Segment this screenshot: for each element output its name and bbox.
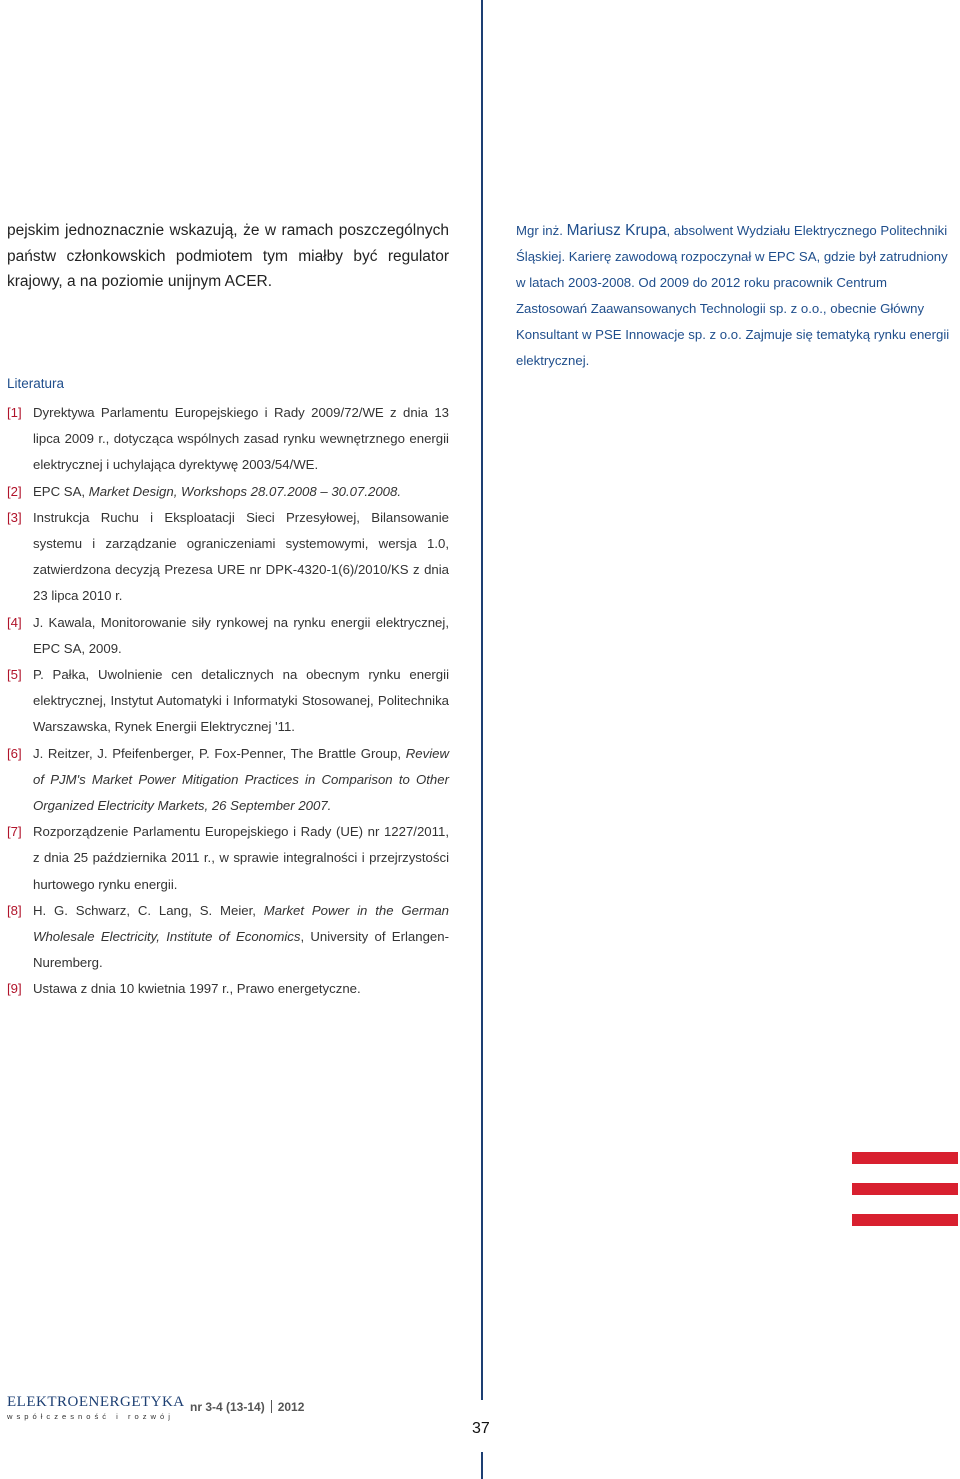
reference-text: Instrukcja Ruchu i Eksploatacji Sieci Przesyłowej, Bilansowanie systemu i zarządzanie ograniczeniami systemowymi, wersja 1.0, zatwierdzona decyzją Prezesa URE nr DPK-4320-1(6)/2010/KS z dnia 23 lipca 2010 r. <box>33 509 449 604</box>
author-bio-text: , absolwent Wydziału Elektrycznego Politechniki Śląskiej. Karierę zawodową rozpoczynał w EPC SA, gdzie był zatrudniony w latach 2003-2008. Od 2009 do 2012 roku pracownik Centrum Zastosowań Zaawansowanych Technologii sp. z o.o., obecnie Główny Konsultant w PSE Innowacje sp. z o.o. Zajmuje się tematyką rynku energii elektrycznej. <box>516 223 950 368</box>
reference-list <box>7 400 449 1003</box>
literature-heading: Literatura <box>7 376 65 391</box>
reference-item <box>7 662 449 741</box>
reference-text <box>33 741 449 820</box>
reference-text: Rozporządzenie Parlamentu Europejskiego i Rady (UE) nr 1227/2011, z dnia 25 października 2011 r., w sprawie integralności i przejrzystości hurtowego rynku energii. <box>33 824 449 892</box>
reference-text: Dyrektywa Parlamentu Europejskiego i Rady 2009/72/WE z dnia 13 lipca 2009 r., dotycząca wspólnych zasad rynku wewnętrznego energii elektrycznej i uchylająca dyrektywę 2003/54/WE. <box>33 405 449 473</box>
reference-text-part: EPC SA, <box>33 483 89 499</box>
reference-text-part: , University of Erlangen-Nuremberg. <box>33 929 449 971</box>
reference-text-part: H. G. Schwarz, C. Lang, S. Meier, <box>33 902 264 918</box>
reference-item <box>7 505 449 610</box>
reference-text: Ustawa z dnia 10 kwietnia 1997 r., Prawo energetyczne. <box>33 981 361 997</box>
column-divider-footer <box>481 1452 483 1479</box>
issue-number: nr 3-4 (13-14) <box>190 1400 265 1414</box>
reference-item <box>7 400 449 479</box>
author-bio <box>516 218 958 374</box>
reference-text: J. Kawala, Monitorowanie siły rynkowej na rynku energii elektrycznej, EPC SA, 2009. <box>33 614 449 656</box>
logo-title: ELEKTROENERGETYKA <box>7 1394 185 1410</box>
page-number: 37 <box>472 1420 490 1437</box>
reference-number: [8] <box>7 902 22 918</box>
issue-info <box>190 1400 304 1414</box>
column-divider <box>481 0 483 1400</box>
reference-text <box>33 898 449 977</box>
reference-number: [4] <box>7 614 22 630</box>
reference-item <box>7 898 449 977</box>
decorative-stripes <box>852 1152 958 1245</box>
reference-item <box>7 819 449 898</box>
red-stripe <box>852 1183 958 1195</box>
reference-number: [2] <box>7 483 22 499</box>
reference-item <box>7 741 449 820</box>
reference-title: Market Design, Workshops 28.07.2008 – 30.07.2008. <box>88 483 401 499</box>
reference-item <box>7 479 449 505</box>
reference-number: [5] <box>7 667 22 683</box>
reference-number: [7] <box>7 824 22 840</box>
reference-text <box>33 479 449 505</box>
red-stripe <box>852 1214 958 1226</box>
reference-number: [3] <box>7 509 22 525</box>
reference-title: Review of PJM's Market Power Mitigation Practices in Comparison to Other Organized Electricity Markets, 26 September 2007. <box>33 745 449 814</box>
reference-item <box>7 976 449 1002</box>
red-stripe <box>852 1152 958 1164</box>
intro-paragraph: pejskim jednoznacznie wskazują, że w ramach poszczególnych państw członkowskich podmiotem tym miałby być regulator krajowy, a na poziomie unijnym ACER. <box>7 222 449 290</box>
reference-item <box>7 610 449 662</box>
issue-year: 2012 <box>277 1400 305 1414</box>
journal-logo <box>7 1394 185 1421</box>
issue-separator <box>271 1400 272 1413</box>
reference-number: [9] <box>7 981 22 997</box>
author-prefix: Mgr inż. <box>516 223 563 238</box>
reference-number: [1] <box>7 405 22 420</box>
logo-subtitle: współczesność i rozwój <box>7 1412 174 1421</box>
reference-text-part: J. Reitzer, J. Pfeifenberger, P. Fox-Penner, The Brattle Group, <box>33 745 406 761</box>
reference-text: P. Pałka, Uwolnienie cen detalicznych na obecnym rynku energii elektrycznej, Instytut Automatyki i Informatyki Stosowanej, Politechnika Warszawska, Rynek Energii Elektrycznej '11. <box>33 667 449 735</box>
author-name: Mariusz Krupa <box>566 222 667 239</box>
reference-title: Market Power in the German Wholesale Electricity, Institute of Economics <box>33 902 450 945</box>
reference-number: [6] <box>7 745 22 761</box>
